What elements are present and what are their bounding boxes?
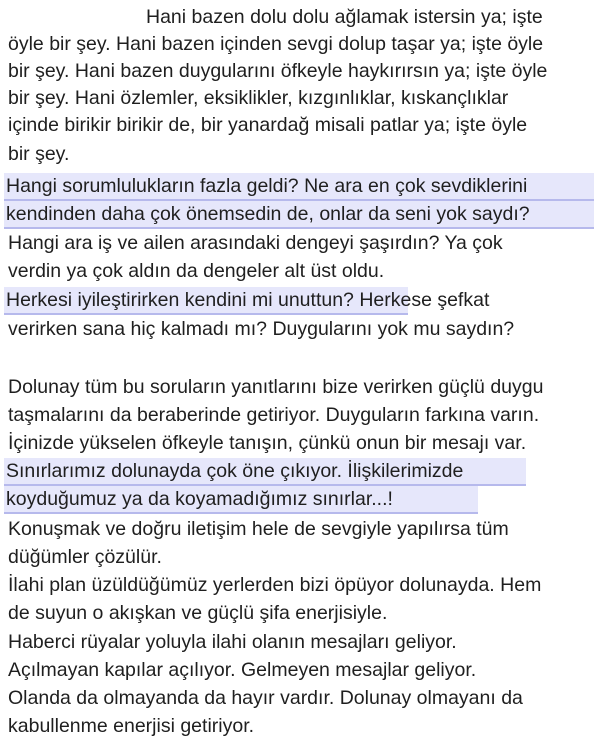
text-line: İlahi plan üzüldüğümüz yerlerden bizi öpüyor dolunayda. Hem bbox=[8, 574, 542, 596]
text-line: bir şey. Hani bazen duygularını öfkeyle haykırırsın ya; işte öyle bbox=[8, 60, 548, 82]
text-line: Haberci rüyalar yoluyla ilahi olanın mesajları geliyor. bbox=[8, 631, 457, 653]
text-line: düğümler çözülür. bbox=[8, 546, 162, 568]
text-line: Olanda da olmayanda da hayır vardır. Dolunay olmayanı da bbox=[8, 687, 523, 709]
text-line: Dolunay tüm bu soruların yanıtlarını bize verirken güçlü duygu bbox=[8, 376, 544, 398]
text-line: İçinizde yükselen öfkeyle tanışın, çünkü onun bir mesajı var. bbox=[8, 432, 527, 454]
text-line: de suyun o akışkan ve güçlü şifa enerjisiyle. bbox=[8, 602, 388, 624]
highlighted-line: koyduğumuz ya da koyamadığımız sınırlar...! bbox=[4, 486, 478, 514]
text-line: bir şey. bbox=[8, 143, 70, 165]
text-line: içinde birikir birikir de, bir yanardağ misali patlar ya; işte öyle bbox=[8, 114, 528, 136]
highlighted-line: Herkesi iyileştirirken kendini mi unuttun? Herkese şefkat bbox=[4, 287, 408, 315]
text-line: Konuşmak ve doğru iletişim hele de sevgiyle yapılırsa tüm bbox=[8, 518, 509, 540]
highlighted-line: Hangi sorumlulukların fazla geldi? Ne ara en çok sevdiklerini bbox=[4, 173, 594, 201]
highlighted-line: Sınırlarımız dolunayda çok öne çıkıyor. İlişkilerimizde bbox=[4, 458, 526, 486]
highlighted-line: kendinden daha çok önemsedin de, onlar da seni yok saydı? bbox=[4, 201, 594, 229]
text-line: kabullenme enerjisi getiriyor. bbox=[8, 715, 255, 737]
text-line: öyle bir şey. Hani bazen içinden sevgi dolup taşar ya; işte öyle bbox=[8, 33, 544, 55]
text-line: Açılmayan kapılar açılıyor. Gelmeyen mesajlar geliyor. bbox=[8, 659, 477, 681]
text-line: Hangi ara iş ve ailen arasındaki dengeyi şaşırdın? Ya çok bbox=[8, 232, 503, 254]
text-line: verdin ya çok aldın da dengeler alt üst oldu. bbox=[8, 260, 385, 282]
text-line: verirken sana hiç kalmadı mı? Duygularını yok mu saydın? bbox=[8, 318, 515, 340]
text-line: Hani bazen dolu dolu ağlamak istersin ya; işte bbox=[146, 6, 543, 28]
text-line: taşmalarını da beraberinde getiriyor. Duyguların farkına varın. bbox=[8, 404, 540, 426]
text-line: bir şey. Hani özlemler, eksiklikler, kızgınlıklar, kıskançlıklar bbox=[8, 87, 509, 109]
